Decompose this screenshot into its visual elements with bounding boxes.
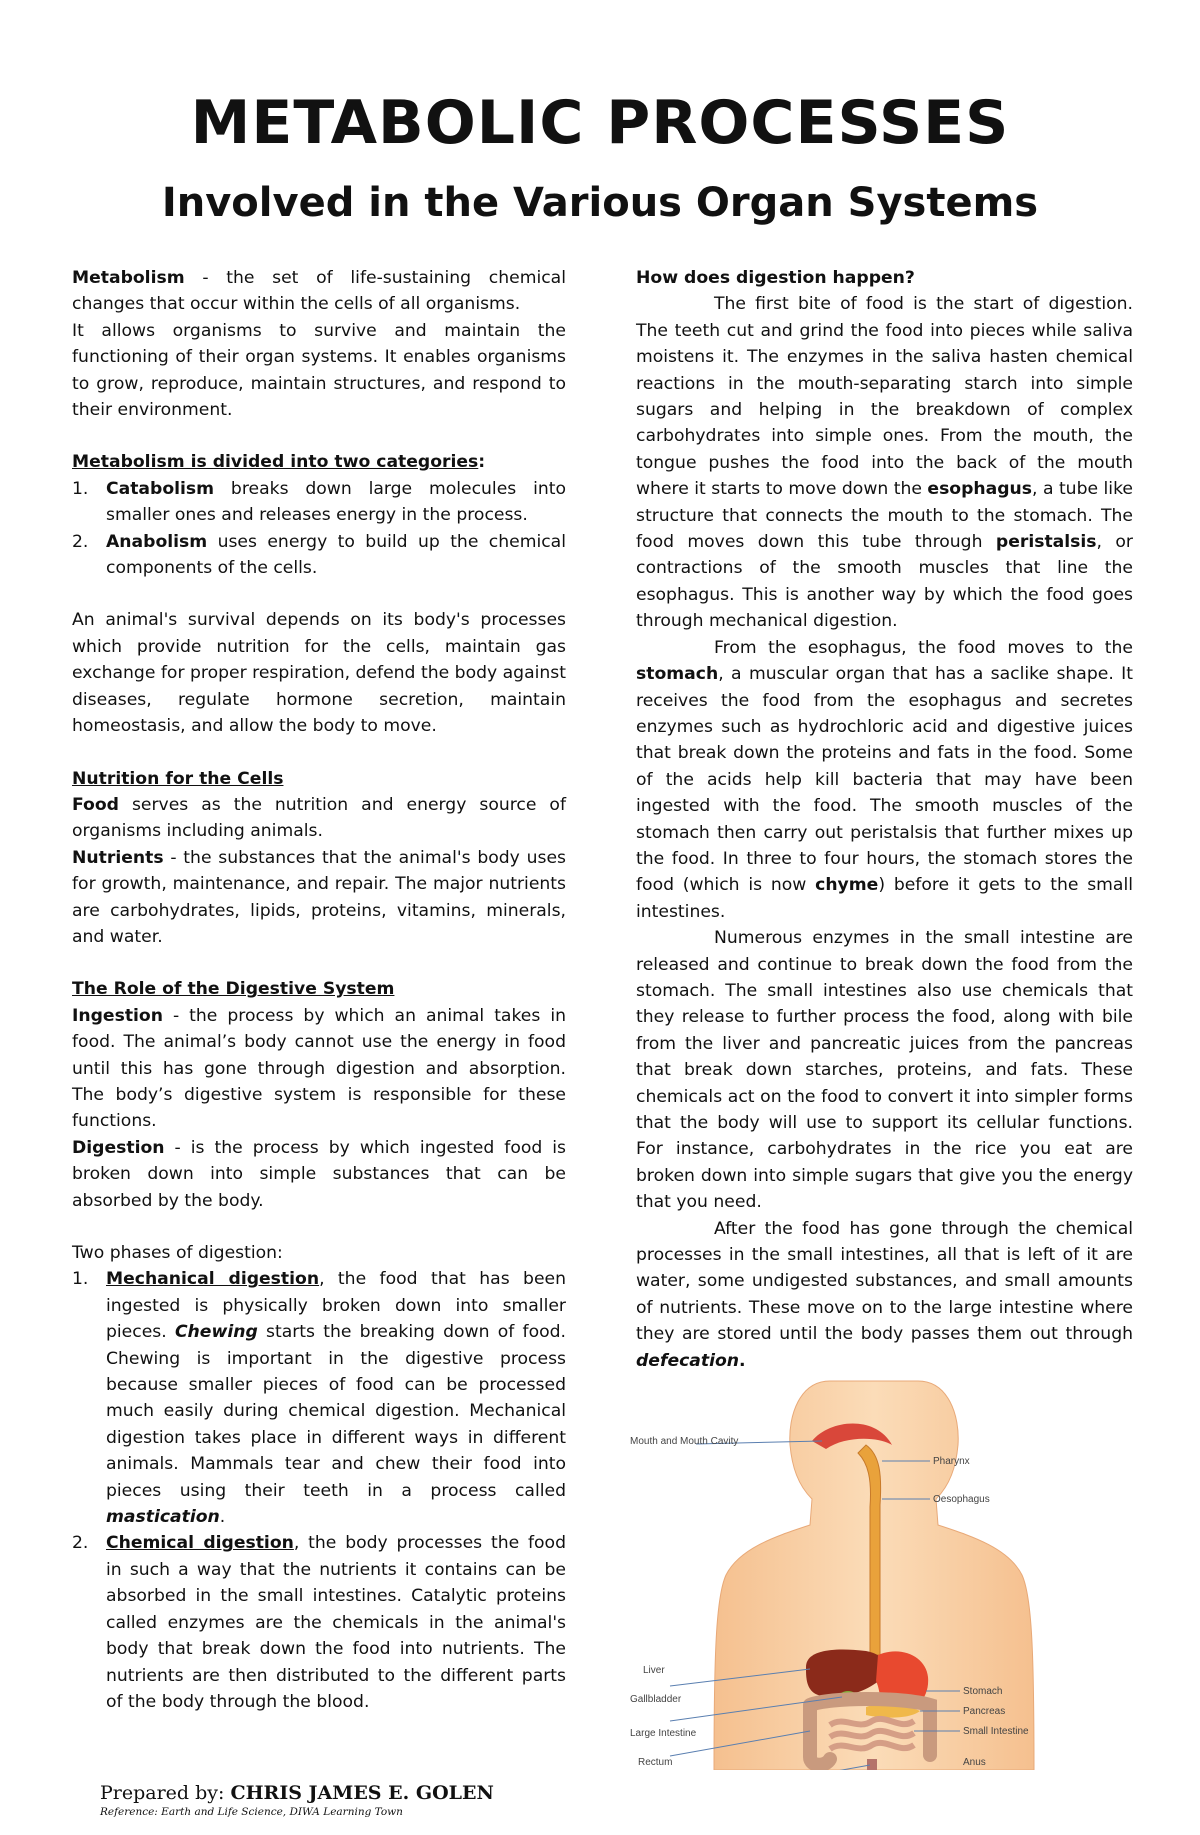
- digestion-paragraph-2: From the esophagus, the food moves to the stomach, a muscular organ that has a saclike shape. It receives the food from the esophagus and secretes enzymes such as hydrochloric acid and digestive juices that break down the proteins and fats in the food. Some of the acids help kill bacteria that may have been ingested with the food. The smooth muscles of the stomach then carry out peristalsis that further mixes up the food. In three to four hours, the stomach stores the food (which is now chyme) before it gets to the small intestines.: [636, 637, 1134, 922]
- digestion-paragraph-3: Numerous enzymes in the small intestine are released and continue to break down the food from the stomach. The small intestines also use chemicals that they release to further process the food, along with bile from the liver and pancreatic juices from the pancreas that break down starches, proteins, and fats. These chemicals act on the food to convert it into simpler forms that the body will use to support its cellular functions. For instance, carbohydrates in the rice you eat are broken down into simple sugars that give you the energy that you need.: [636, 928, 1133, 1213]
- list-item: 1. Catabolism breaks down large molecules into smaller ones and releases energy in the process.: [72, 478, 566, 526]
- label-mouth: Mouth and Mouth Cavity: [630, 1436, 739, 1447]
- page-subtitle: Involved in the Various Organ Systems: [161, 180, 1039, 226]
- categories-heading: Metabolism is divided into two categories:: [72, 452, 486, 473]
- metabolism-definition: Metabolism - the set of life-sustaining chemical changes that occur within the cells of all organisms.: [72, 268, 566, 315]
- ingestion-definition: Ingestion - the process by which an animal takes in food. The animal’s body cannot use the energy in food until this has gone through digestion and absorption. The body’s digestive system is responsible for these functions.: [72, 1005, 566, 1132]
- survival-paragraph: An animal's survival depends on its body's processes which provide nutrition for the cells, maintain gas exchange for proper respiration, defend the body against diseases, regulate hormone secretion, maintain homeostasis, and allow the body to move.: [72, 610, 566, 737]
- label-pancreas: Pancreas: [963, 1706, 1006, 1717]
- right-column: [636, 265, 1133, 1374]
- prepared-by: Prepared by: CHRIS JAMES E. GOLEN: [100, 1782, 494, 1804]
- digestion-definition: Digestion - is the process by which ingested food is broken down into simple substances that can be absorbed by the body.: [72, 1137, 566, 1211]
- categories-list: [72, 476, 566, 582]
- label-gallbladder: Gallbladder: [630, 1694, 682, 1705]
- nutrition-heading: Nutrition for the Cells: [72, 768, 284, 789]
- label-oesophagus: Oesophagus: [933, 1494, 990, 1505]
- phases-intro: Two phases of digestion:: [72, 1243, 283, 1263]
- list-item: 2. Chemical digestion, the body processes the food in such a way that the nutrients it contains can be absorbed in the small intestines. Catalytic proteins called enzymes are the chemicals in the animal's body that break down the food into nutrients. The nutrients are then distributed to the different parts of the body through the blood.: [72, 1533, 566, 1712]
- left-column: [72, 265, 566, 1715]
- label-small-intestine: Small Intestine: [963, 1726, 1029, 1737]
- list-item: 1. Mechanical digestion, the food that has been ingested is physically broken down into smaller pieces. Chewing starts the breaking down of food. Chewing is important in the digestive process because smaller pieces of food can be processed much easily during chemical digestion. Mechanical digestion takes place in different ways in different animals. Mammals tear and chew their food into pieces using their teeth in a process called mastication.: [72, 1269, 567, 1528]
- list-item: 2. Anabolism uses energy to build up the chemical components of the cells.: [72, 531, 566, 579]
- digestive-heading: The Role of the Digestive System: [72, 979, 395, 1000]
- phases-list: [72, 1266, 566, 1715]
- label-large-intestine: Large Intestine: [630, 1728, 697, 1739]
- label-stomach: Stomach: [963, 1686, 1003, 1697]
- page-title: METABOLIC PROCESSES: [190, 88, 1010, 158]
- nutrients-definition: Nutrients - the substances that the animal's body uses for growth, maintenance, and repair. The major nutrients are carbohydrates, lipids, proteins, vitamins, minerals, and water.: [72, 847, 566, 947]
- label-anus: Anus: [963, 1757, 986, 1768]
- food-definition: Food serves as the nutrition and energy source of organisms including animals.: [72, 794, 566, 842]
- label-pharynx: Pharynx: [933, 1456, 970, 1467]
- digestive-system-diagram: [630, 1375, 1140, 1770]
- label-liver: Liver: [643, 1665, 665, 1676]
- footer: [100, 1782, 494, 1818]
- digestion-question: How does digestion happen?: [636, 268, 915, 288]
- digestion-paragraph-4: After the food has gone through the chemical processes in the small intestines, all that is left of it are water, some undigested substances, and small amounts of nutrients. These move on to the large intestine where they are stored until the body passes them out through defecation.: [636, 1218, 1133, 1371]
- author-name: CHRIS JAMES E. GOLEN: [230, 1782, 494, 1804]
- digestion-paragraph-1: The first bite of food is the start of digestion. The teeth cut and grind the food into pieces while saliva moistens it. The enzymes in the saliva hasten chemical reactions in the mouth-separating starch into simple sugars and helping in the breakdown of complex carbohydrates into simple ones. From the mouth, the tongue pushes the food into the back of the mouth where it starts to move down the esophagus, a tube like structure that connects the mouth to the stomach. The food moves down this tube through peristalsis, or contractions of the smooth muscles that line the esophagus. This is another way by which the food goes through mechanical digestion.: [636, 294, 1134, 632]
- label-rectum: Rectum: [638, 1757, 673, 1768]
- reference: Reference: Earth and Life Science, DIWA Learning Town: [100, 1806, 403, 1818]
- metabolism-paragraph: It allows organisms to survive and maintain the functioning of their organ systems. It enables organisms to grow, reproduce, maintain structures, and respond to their environment.: [72, 320, 566, 421]
